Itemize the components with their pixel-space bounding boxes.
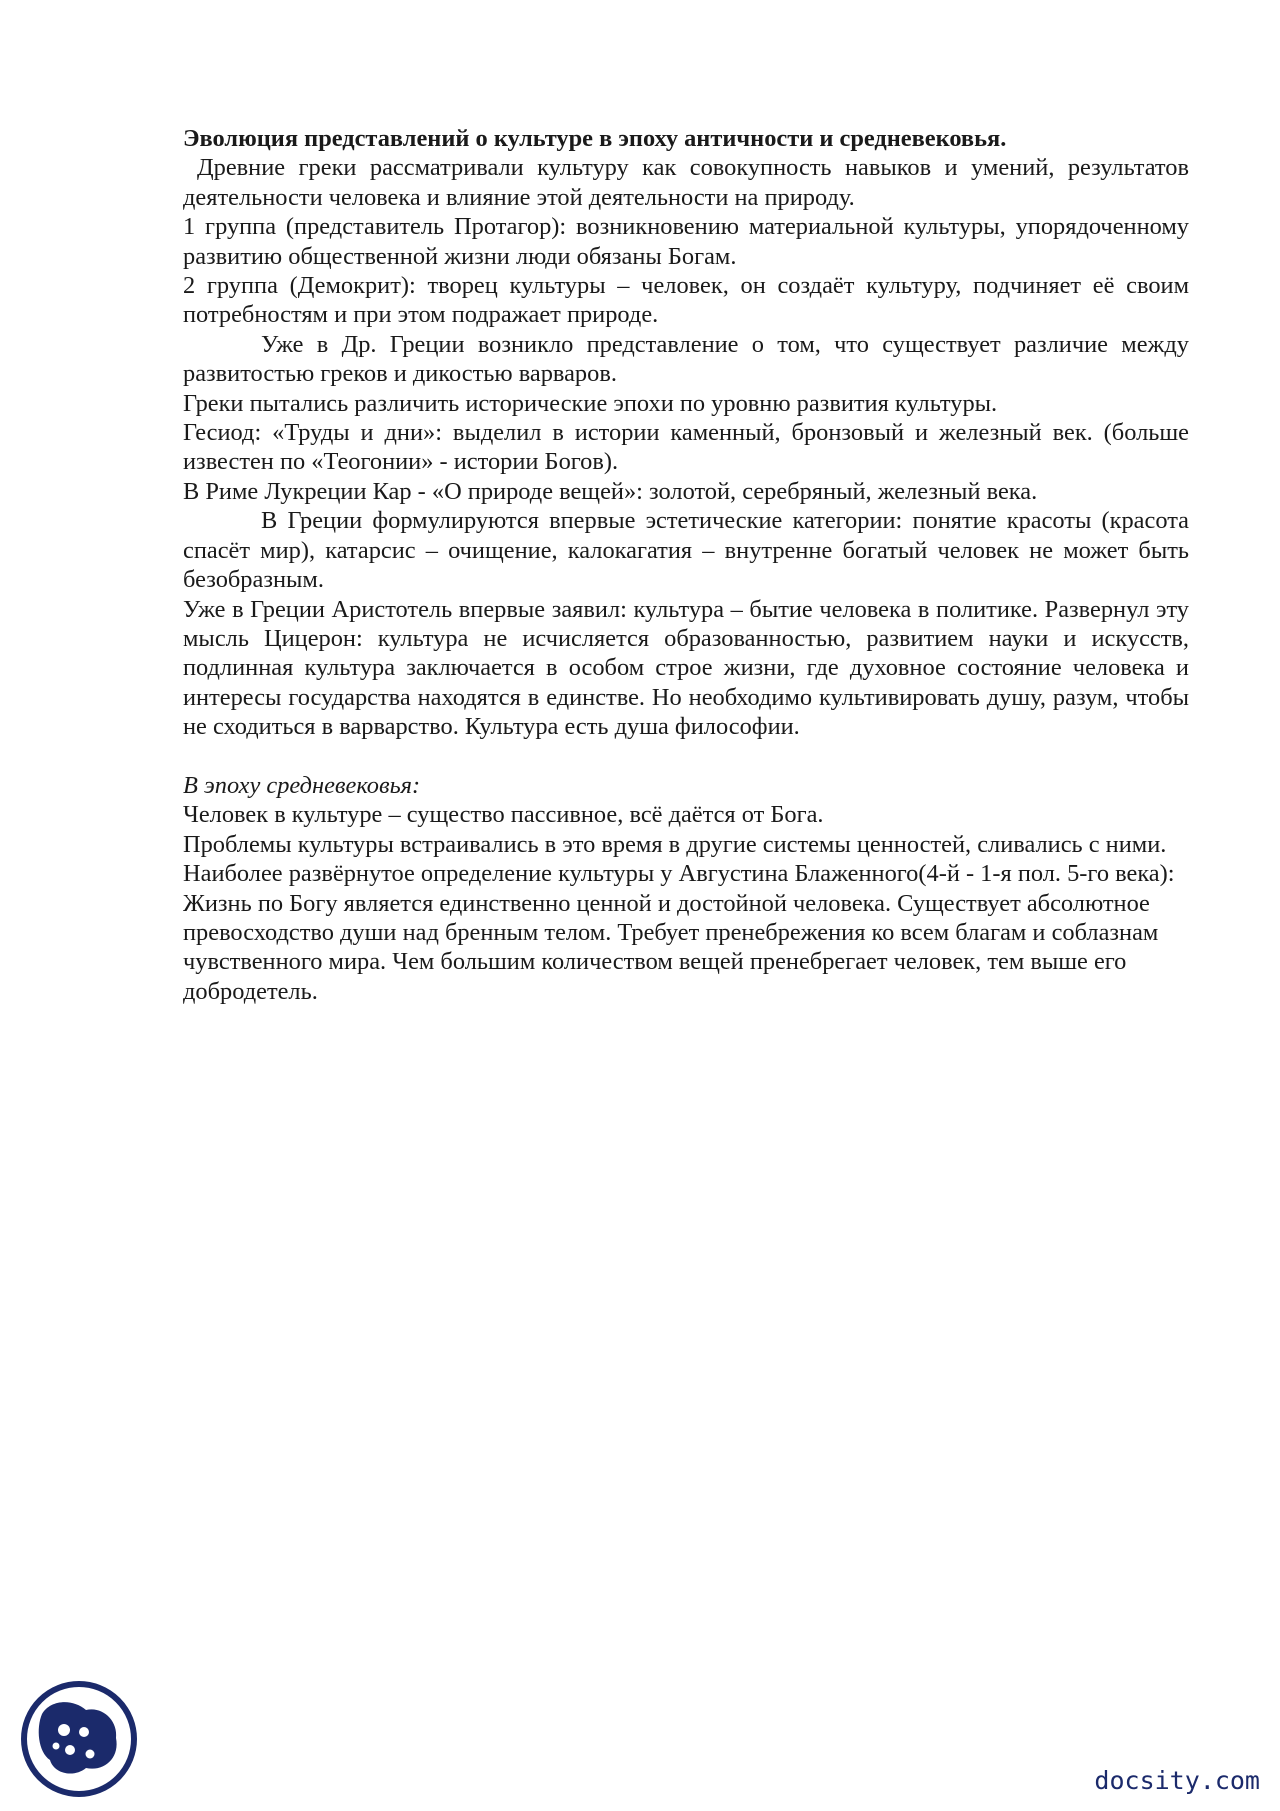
paragraph: Уже в Греции Аристотель впервые заявил: культура – бытие человека в политике. Развернул эту мысль Цицерон: культура не исчисляется образованностью, развитием науки и искусств, подлинная культура заключается в особом строе жизни, где духовное состояние человека и интересы государства находятся в единстве. Но необходимо культивировать душу, разум, чтобы не сходиться в варварство. Культура есть душа философии. xyxy=(183,595,1189,741)
paragraph: Наиболее развёрнутое определение культуры у Августина Блаженного(4-й - 1-я пол. 5-го века): xyxy=(183,860,1175,888)
blank-line xyxy=(183,742,1189,771)
document-body xyxy=(183,124,1189,1006)
paragraph: Древние греки рассматривали культуру как совокупность навыков и умений, результатов деятельности человека и влияние этой деятельности на природу. xyxy=(183,154,1189,211)
section-heading: В эпоху средневековья: xyxy=(183,771,421,799)
paragraph: Жизнь по Богу является единственно ценной и достойной человека. Существует абсолютное превосходство души над бренным телом. Требует пренебрежения ко всем благам и соблазнам чувственного мира. Чем большим количеством вещей пренебрегает человек, тем выше его добродетель. xyxy=(183,889,1159,1005)
paragraph: В Греции формулируются впервые эстетические категории: понятие красоты (красота спасёт мир), катарсис – очищение, калокагатия – внутренне богатый человек не может быть безобразным. xyxy=(183,507,1189,594)
paragraph: Уже в Др. Греции возникло представление о том, что существует различие между развитостью греков и дикостью варваров. xyxy=(183,330,1189,388)
paragraph: Человек в культуре – существо пассивное, всё даётся от Бога. xyxy=(183,801,824,829)
paragraph: В Риме Лукреции Кар - «О природе вещей»: золотой, серебряный, железный века. xyxy=(183,477,1038,505)
paragraph: Гесиод: «Труды и дни»: выделил в истории каменный, бронзовый и железный век. (больше известен по «Теогонии» - истории Богов). xyxy=(183,419,1189,476)
paragraph: Проблемы культуры встраивались в это время в другие системы ценностей, сливались с ними. xyxy=(183,830,1167,858)
docsity-watermark[interactable]: docsity.com xyxy=(1094,1766,1260,1795)
paragraph: Греки пытались различить исторические эпохи по уровню развития культуры. xyxy=(183,389,998,417)
paragraph: 1 группа (представитель Протагор): возникновению материальной культуры, упорядоченному развитию общественной жизни люди обязаны Богам. xyxy=(183,213,1189,270)
document-title: Эволюция представлений о культуре в эпоху античности и средневековья. xyxy=(183,125,1007,152)
docsity-logo-svg xyxy=(20,1680,138,1798)
paragraph: 2 группа (Демокрит): творец культуры – человек, он создаёт культуру, подчиняет её своим потребностям и при этом подражает природе. xyxy=(183,272,1189,329)
docsity-logo-icon xyxy=(20,1680,138,1798)
